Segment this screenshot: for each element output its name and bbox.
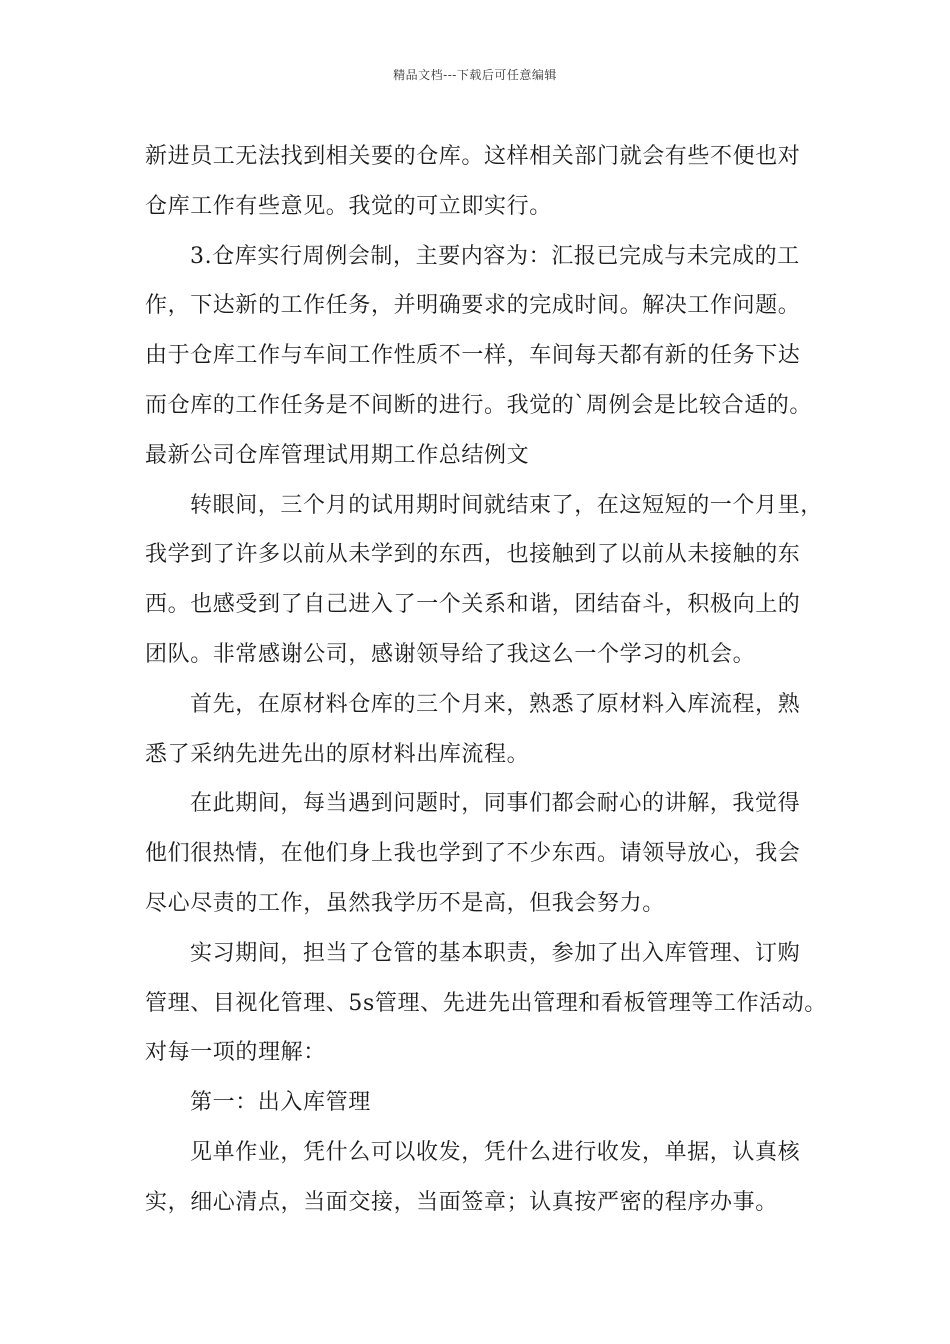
text-line: 西。也感受到了自己进入了一个关系和谐，团结奋斗，积极向上的 <box>145 592 801 618</box>
text-line: 作，下达新的工作任务，并明确要求的完成时间。解决工作问题。 <box>145 293 801 319</box>
text-line: 管理、目视化管理、5s管理、先进先出管理和看板管理等工作活动。 <box>145 990 827 1016</box>
text-line: 新进员工无法找到相关要的仓库。这样相关部门就会有些不便也对 <box>145 144 801 169</box>
text-line: 而仓库的工作任务是不间断的进行。我觉的`周例会是比较合适的。 <box>145 392 813 418</box>
text-line: 在此期间，每当遇到问题时，同事们都会耐心的讲解，我觉得 <box>190 791 801 817</box>
text-line: 3.仓库实行周例会制，主要内容为：汇报已完成与未完成的工 <box>190 243 800 269</box>
text-line: 团队。非常感谢公司，感谢领导给了我这么一个学习的机会。 <box>145 641 756 667</box>
text-line: 见单作业，凭什么可以收发，凭什么进行收发，单据，认真核 <box>190 1139 801 1165</box>
text-line: 实，细心清点，当面交接，当面签章；认真按严密的程序办事。 <box>145 1189 778 1215</box>
page-header: 精品文档---下载后可任意编辑 <box>393 68 557 82</box>
subsection-heading: 第一：出入库管理 <box>190 1090 371 1116</box>
section-title: 最新公司仓库管理试用期工作总结例文 <box>145 442 530 468</box>
text-line: 悉了采纳先进先出的原材料出库流程。 <box>145 741 530 767</box>
text-line: 转眼间，三个月的试用期时间就结束了，在这短短的一个月里， <box>190 492 823 518</box>
text-line: 对每一项的理解： <box>145 1040 326 1066</box>
document-body <box>145 132 827 1228</box>
text-line: 仓库工作有些意见。我觉的可立即实行。 <box>145 193 552 219</box>
text-line: 实习期间，担当了仓管的基本职责，参加了出入库管理、订购 <box>190 940 801 966</box>
text-line: 我学到了许多以前从未学到的东西，也接触到了以前从未接触的东 <box>145 542 801 568</box>
text-line: 首先，在原材料仓库的三个月来，熟悉了原材料入库流程，熟 <box>190 691 801 717</box>
text-line: 尽心尽责的工作，虽然我学历不是高，但我会努力。 <box>145 890 665 916</box>
text-line: 他们很热情，在他们身上我也学到了不少东西。请领导放心，我会 <box>145 841 801 867</box>
text-line: 由于仓库工作与车间工作性质不一样，车间每天都有新的任务下达 <box>145 343 801 369</box>
